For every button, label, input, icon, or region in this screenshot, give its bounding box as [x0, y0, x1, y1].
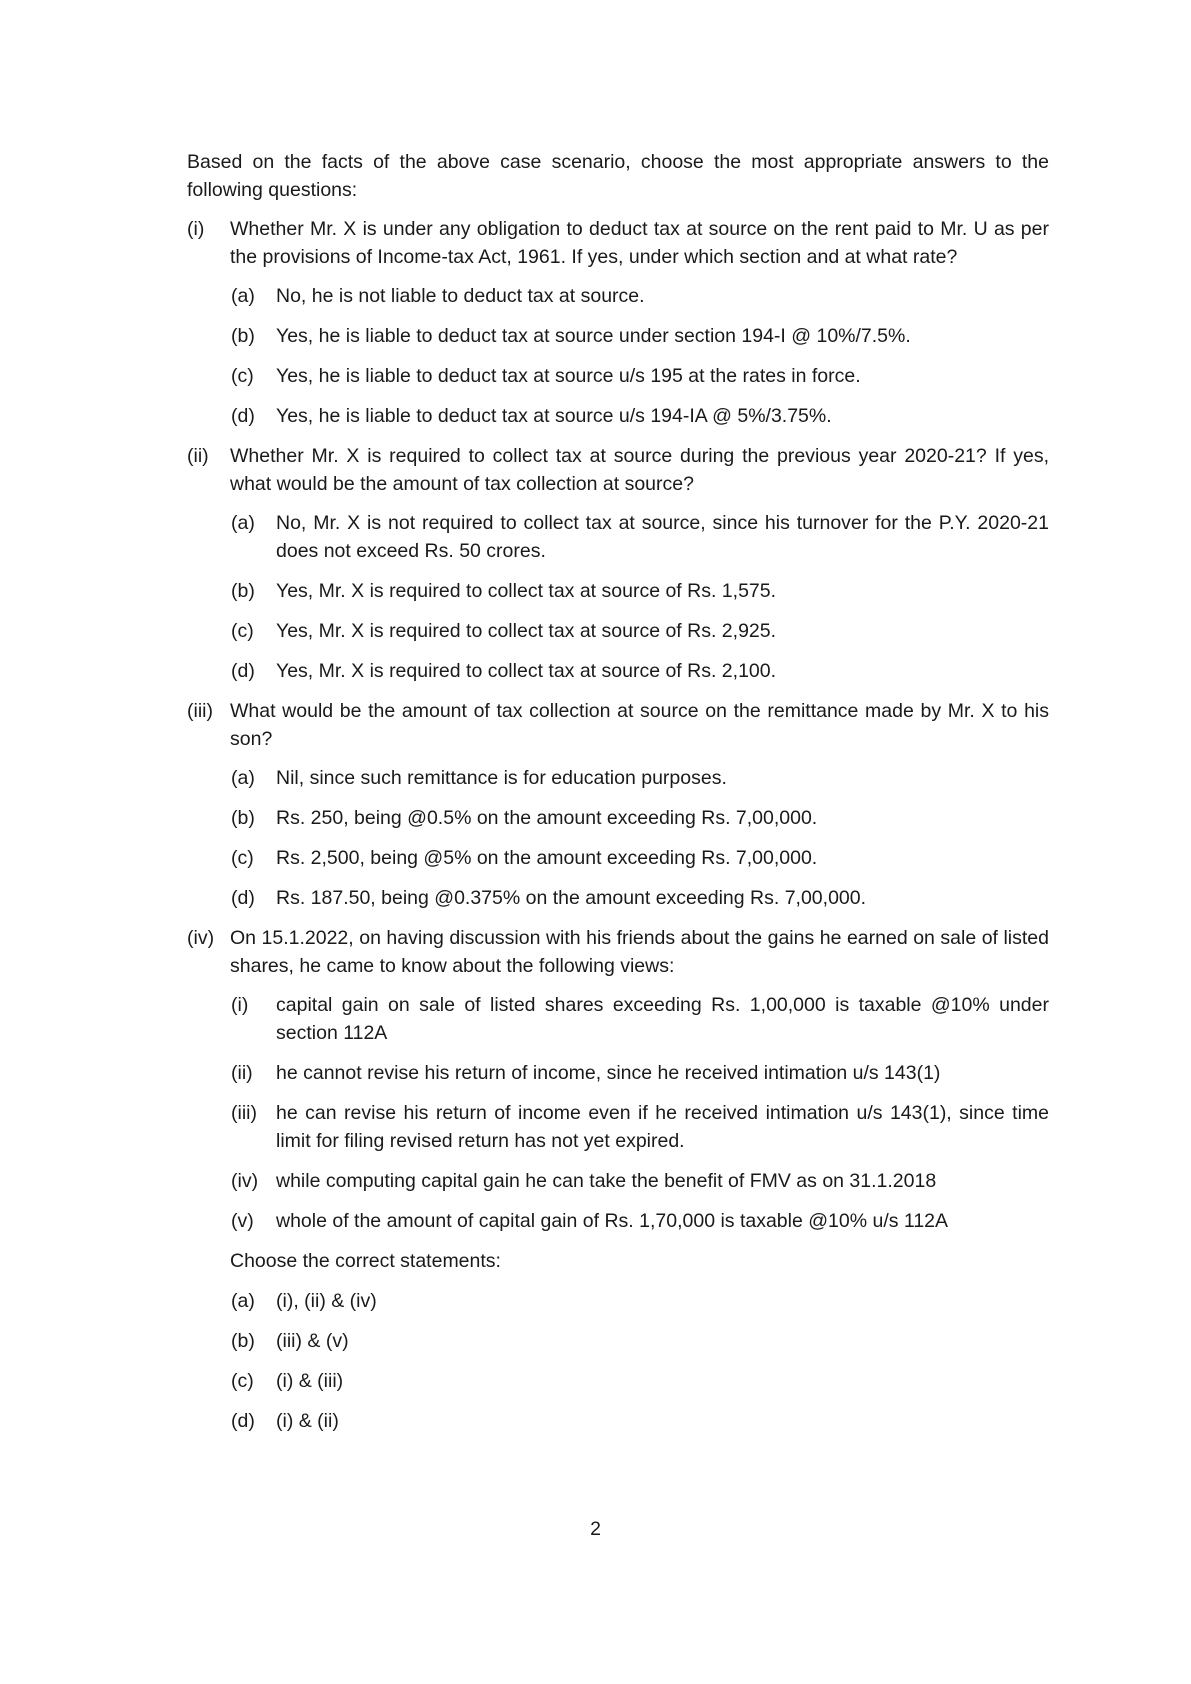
option-label: (a)	[231, 285, 255, 307]
option-label: (c)	[231, 365, 254, 387]
option-item	[187, 322, 1049, 350]
option-item	[187, 577, 1049, 605]
statement-item	[187, 1207, 1049, 1235]
statement-label: (iv)	[231, 1170, 259, 1192]
statement-item	[187, 1059, 1049, 1087]
option-label: (a)	[231, 1290, 255, 1312]
option-text: Yes, he is liable to deduct tax at source under section 194-I @ 10%/7.5%.	[276, 325, 911, 347]
option-item	[187, 884, 1049, 912]
option-text: (i), (ii) & (iv)	[276, 1290, 377, 1312]
statement-item	[187, 1167, 1049, 1195]
question-text: On 15.1.2022, on having discussion with his friends about the gains he earned on sale of listed shares, he came to know about the following views:	[230, 927, 1049, 977]
statement-text: he can revise his return of income even if he received intimation u/s 143(1), since time limit for filing revised return has not yet expired.	[276, 1102, 1049, 1152]
question-1	[187, 215, 1049, 271]
question-2	[187, 442, 1049, 498]
document-page	[187, 148, 1049, 1447]
statement-item	[187, 1099, 1049, 1155]
question-text: What would be the amount of tax collection at source on the remittance made by Mr. X to his son?	[230, 700, 1049, 750]
option-label: (c)	[231, 620, 254, 642]
option-label: (d)	[231, 405, 255, 427]
statement-text: while computing capital gain he can take the benefit of FMV as on 31.1.2018	[276, 1170, 937, 1192]
option-item	[187, 617, 1049, 645]
option-label: (b)	[231, 325, 255, 347]
option-text: No, he is not liable to deduct tax at source.	[276, 285, 645, 307]
option-item	[187, 1407, 1049, 1435]
statement-label: (i)	[231, 994, 249, 1016]
option-item	[187, 1327, 1049, 1355]
question-number: (iii)	[187, 700, 213, 722]
option-text: Yes, Mr. X is required to collect tax at source of Rs. 2,925.	[276, 620, 777, 642]
intro-text: Based on the facts of the above case scenario, choose the most appropriate answers to the following questions:	[187, 151, 1049, 201]
option-text: No, Mr. X is not required to collect tax at source, since his turnover for the P.Y. 2020-21 does not exceed Rs. 50 crores.	[276, 512, 1049, 562]
option-label: (b)	[231, 580, 255, 602]
option-text: Yes, Mr. X is required to collect tax at source of Rs. 2,100.	[276, 660, 777, 682]
option-label: (d)	[231, 887, 255, 909]
option-label: (a)	[231, 767, 255, 789]
option-text: Rs. 2,500, being @5% on the amount exceeding Rs. 7,00,000.	[276, 847, 818, 869]
option-text: (iii) & (v)	[276, 1330, 349, 1352]
question-text: Whether Mr. X is under any obligation to deduct tax at source on the rent paid to Mr. U as per the provisions of Income-tax Act, 1961. If yes, under which section and at what rate?	[230, 218, 1049, 268]
option-text: Rs. 250, being @0.5% on the amount exceeding Rs. 7,00,000.	[276, 807, 818, 829]
option-label: (c)	[231, 1370, 254, 1392]
option-item	[187, 657, 1049, 685]
option-item	[187, 362, 1049, 390]
option-item	[187, 1367, 1049, 1395]
option-item	[187, 764, 1049, 792]
question-4	[187, 924, 1049, 980]
statement-text: capital gain on sale of listed shares exceeding Rs. 1,00,000 is taxable @10% under section 112A	[276, 994, 1049, 1044]
option-text: Yes, he is liable to deduct tax at source u/s 194-IA @ 5%/3.75%.	[276, 405, 832, 427]
option-item	[187, 402, 1049, 430]
option-label: (c)	[231, 847, 254, 869]
option-label: (d)	[231, 660, 255, 682]
option-label: (d)	[231, 1410, 255, 1432]
option-item	[187, 804, 1049, 832]
question-number: (i)	[187, 218, 205, 240]
choose-instruction: Choose the correct statements:	[230, 1250, 501, 1272]
option-text: (i) & (iii)	[276, 1370, 344, 1392]
statement-label: (iii)	[231, 1102, 257, 1124]
option-label: (a)	[231, 512, 255, 534]
option-text: Yes, he is liable to deduct tax at source u/s 195 at the rates in force.	[276, 365, 861, 387]
option-item	[187, 509, 1049, 565]
question-3	[187, 697, 1049, 753]
option-label: (b)	[231, 807, 255, 829]
option-text: (i) & (ii)	[276, 1410, 339, 1432]
option-text: Yes, Mr. X is required to collect tax at source of Rs. 1,575.	[276, 580, 777, 602]
statement-label: (v)	[231, 1210, 254, 1232]
page-number: 2	[590, 1518, 601, 1540]
option-item	[187, 1287, 1049, 1315]
question-number: (iv)	[187, 927, 215, 949]
statement-label: (ii)	[231, 1062, 253, 1084]
option-text: Nil, since such remittance is for education purposes.	[276, 767, 727, 789]
option-item	[187, 282, 1049, 310]
option-text: Rs. 187.50, being @0.375% on the amount exceeding Rs. 7,00,000.	[276, 887, 867, 909]
option-label: (b)	[231, 1330, 255, 1352]
statement-item	[187, 991, 1049, 1047]
question-text: Whether Mr. X is required to collect tax at source during the previous year 2020-21? If yes, what would be the amount of tax collection at source?	[230, 445, 1049, 495]
option-item	[187, 844, 1049, 872]
question-number: (ii)	[187, 445, 209, 467]
statement-text: whole of the amount of capital gain of Rs. 1,70,000 is taxable @10% u/s 112A	[276, 1210, 949, 1232]
statement-text: he cannot revise his return of income, since he received intimation u/s 143(1)	[276, 1062, 941, 1084]
